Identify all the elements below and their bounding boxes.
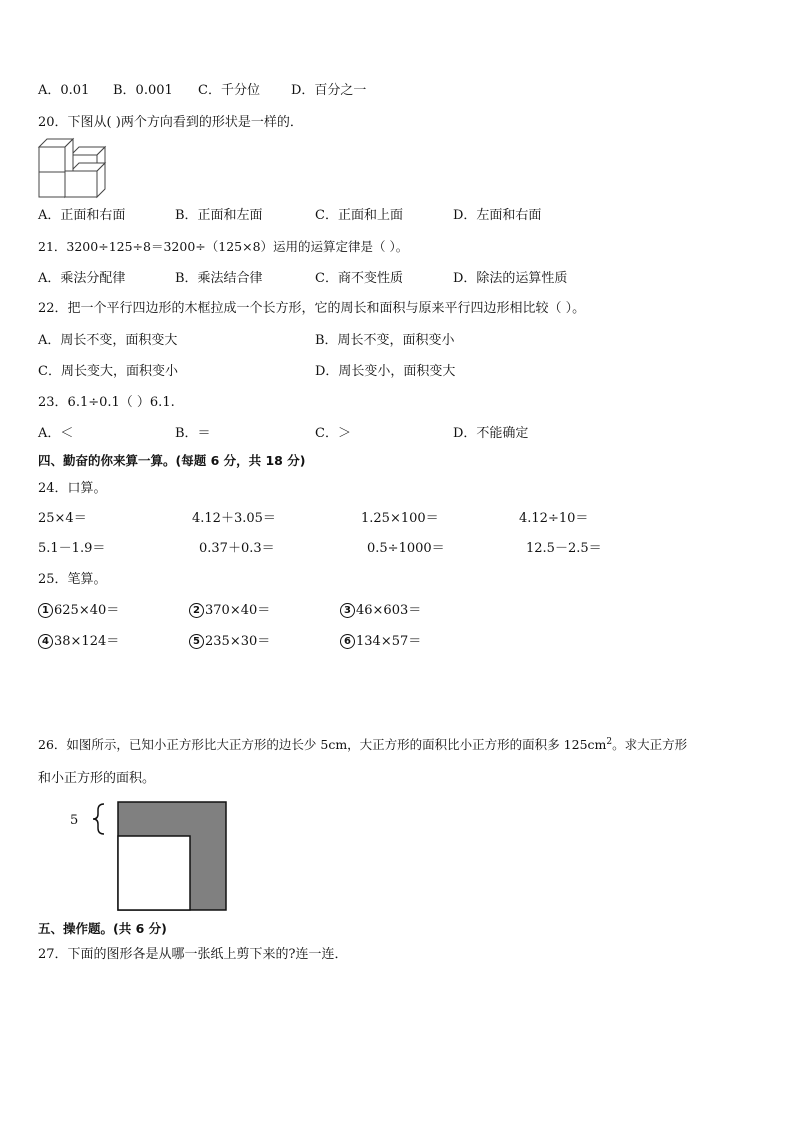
q20-option-c: C．正面和上面 [315, 208, 403, 223]
q24-item: 0.37＋0.3＝ [199, 541, 275, 556]
q25-item-6: 6 134×57＝ [340, 633, 421, 651]
q22-option-c: C．周长变大，面积变小 [38, 364, 178, 379]
q23-option-a: A．＜ [38, 426, 74, 441]
q26-stem-line-1: 26．如图所示，已知小正方形比大正方形的边长少 5cm，大正方形的面积比小正方形的面积多 $125cm^2$。求大正方形 [38, 737, 688, 753]
q25-item-3: 3 46×603＝ [340, 602, 421, 620]
figure-label-5: 5 [70, 813, 79, 828]
q21-option-c: C．商不变性质 [315, 271, 403, 286]
q27-stem: 27．下面的图形各是从哪一张纸上剪下来的?连一连． [38, 947, 348, 962]
q25-item-4: 4 38×124＝ [38, 633, 119, 651]
q22-stem: 22．把一个平行四边形的木框拉成一个长方形，它的周长和面积与原来平行四边形相比较（ ）。 [38, 301, 586, 316]
q23-option-b: B．＝ [175, 426, 211, 441]
q23-option-d: D．不能确定 [453, 426, 529, 441]
section-4-title: 四、勤奋的你来算一算。(每题 6 分，共 18 分) [38, 453, 306, 468]
q25-stem: 25．笔算。 [38, 572, 107, 587]
circled-number: 3 [340, 603, 355, 618]
q24-item: 0.5÷1000＝ [367, 541, 445, 556]
q21-option-b: B．乘法结合律 [175, 271, 263, 286]
q26-stem-line-2: 和小正方形的面积。 [38, 771, 156, 786]
q19-option-d: D．百分之一 [291, 83, 367, 98]
circled-number: 4 [38, 634, 53, 649]
small-square [118, 836, 190, 910]
circled-number: 1 [38, 603, 53, 618]
q20-option-a: A．正面和右面 [38, 208, 126, 223]
squares-figure [64, 800, 230, 912]
q24-item: 12.5－2.5＝ [526, 541, 602, 556]
q24-stem: 24．口算。 [38, 481, 107, 496]
circled-number: 2 [189, 603, 204, 618]
cube-front-face [65, 171, 97, 197]
q20-option-d: D．左面和右面 [453, 208, 542, 223]
q21-option-d: D．除法的运算性质 [453, 271, 568, 286]
q20-stem: 20．下图从( )两个方向看到的形状是一样的． [38, 115, 303, 130]
q24-item: 25×4＝ [38, 511, 87, 526]
q21-stem: 21．3200÷125÷8＝3200÷（125×8）运用的运算定律是（ ）。 [38, 239, 409, 254]
q24-item: 1.25×100＝ [361, 511, 439, 526]
q19-option-c: C．千分位 [198, 83, 260, 98]
q20-option-b: B．正面和左面 [175, 208, 263, 223]
section-5-title: 五、操作题。(共 6 分) [38, 921, 167, 936]
q19-option-b: B．0.001 [113, 83, 173, 98]
q25-item-5: 5 235×30＝ [189, 633, 270, 651]
q24-item: 4.12÷10＝ [519, 511, 589, 526]
circled-number: 6 [340, 634, 355, 649]
q23-stem: 23．6.1÷0.1（ ）6.1. [38, 395, 175, 410]
q22-option-d: D．周长变小，面积变大 [315, 364, 456, 379]
cube-stack-figure [37, 137, 109, 201]
q24-item: 5.1－1.9＝ [38, 541, 106, 556]
q25-item-2: 2 370×40＝ [189, 602, 270, 620]
q19-option-a: A．0.01 [38, 83, 90, 98]
cube-front-face [39, 172, 65, 197]
brace-icon [93, 804, 104, 834]
q23-option-c: C．＞ [315, 426, 351, 441]
q21-option-a: A．乘法分配律 [38, 271, 126, 286]
q24-item: 4.12＋3.05＝ [192, 511, 276, 526]
cube-front-face [39, 147, 65, 172]
q22-option-a: A．周长不变，面积变大 [38, 333, 178, 348]
circled-number: 5 [189, 634, 204, 649]
q25-item-1: 1 625×40＝ [38, 602, 119, 620]
q22-option-b: B．周长不变，面积变小 [315, 333, 455, 348]
